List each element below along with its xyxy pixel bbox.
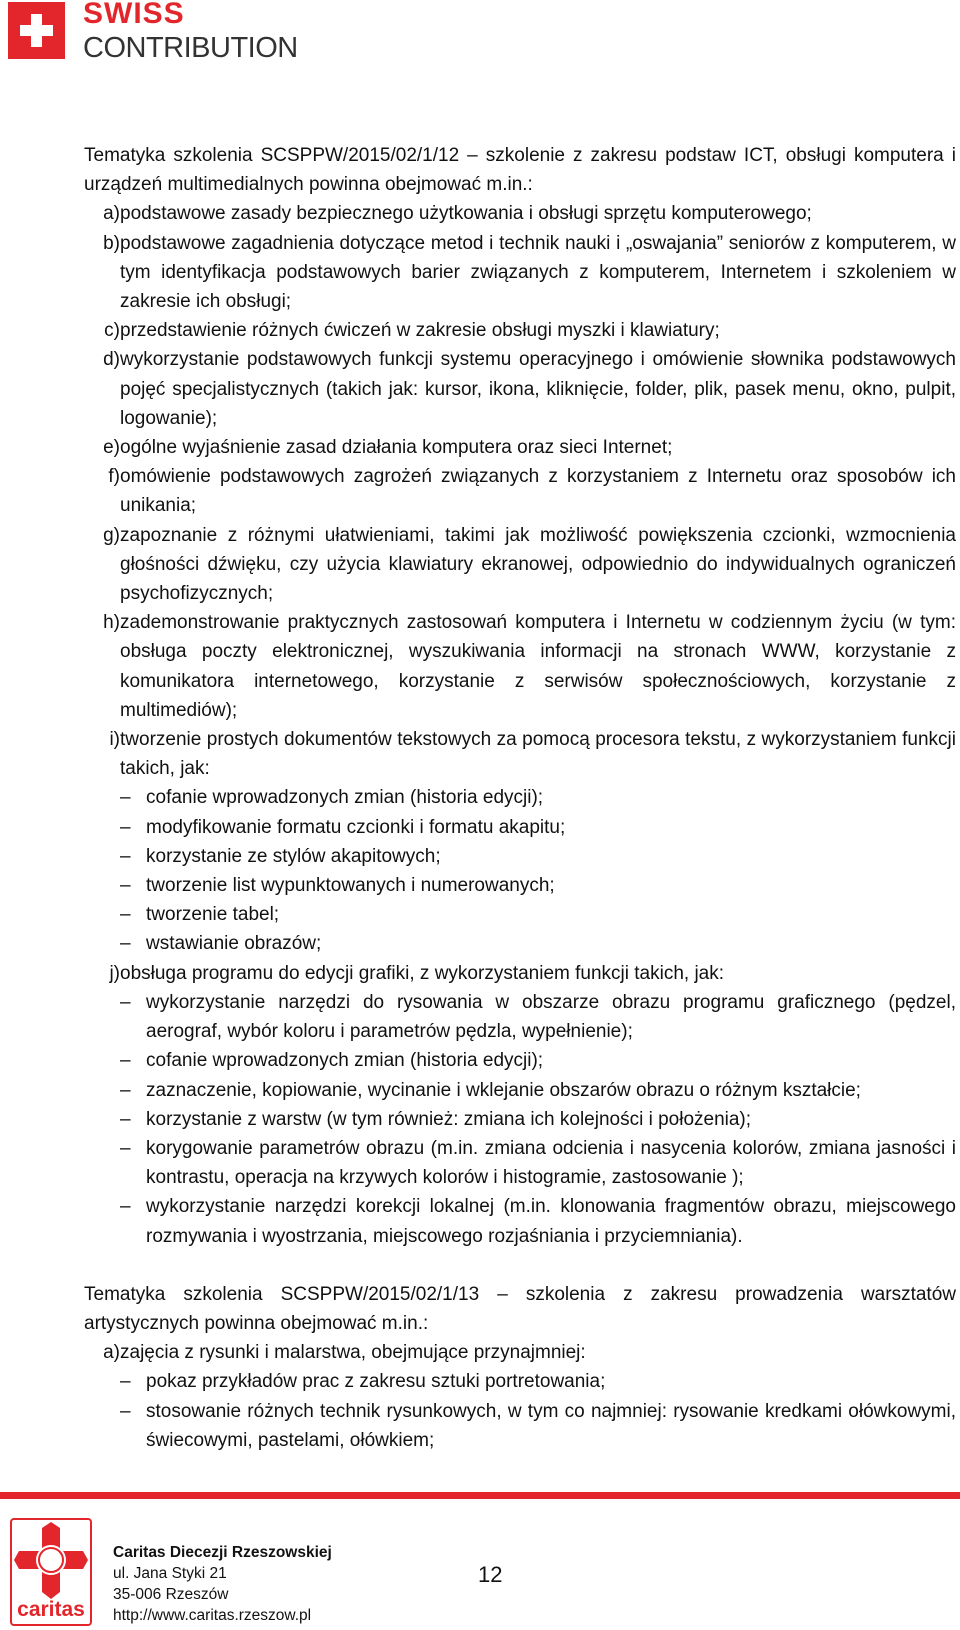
- sub-item: [120, 1134, 956, 1192]
- city-address: 35-006 Rzeszów: [113, 1586, 229, 1603]
- page-number: 12: [478, 1562, 503, 1587]
- item-label: f): [108, 466, 120, 488]
- logo-line2: CONTRIBUTION: [83, 32, 298, 64]
- sub-item: [120, 813, 956, 842]
- sub-item-text: korzystanie ze stylów akapitowych;: [146, 845, 441, 867]
- item-text: podstawowe zasady bezpiecznego użytkowania i obsługi sprzętu komputerowego;: [120, 203, 812, 225]
- item-text: tworzenie prostych dokumentów tekstowych za pomocą procesora tekstu, z wykorzystaniem funkcji takich, jak:: [120, 729, 956, 780]
- caritas-cross-icon: [14, 1522, 88, 1600]
- item-label: a): [103, 1342, 120, 1364]
- sub-item: [120, 783, 956, 812]
- sub-item: [120, 842, 956, 871]
- list-item-h: [84, 608, 956, 725]
- dash-marker: –: [120, 787, 131, 809]
- sub-item-text: wykorzystanie narzędzi korekcji lokalnej (m.in. klonowania fragmentów obrazu, miejscowego rozmywania i wyostrzania, miejscowego rozjaśniania i przyciemniania).: [146, 1196, 956, 1247]
- sub-item-text: stosowanie różnych technik rysunkowych, w tym co najmniej: rysowanie kredkami ołówkowymi, świecowymi, pastelami, ołówkiem;: [146, 1400, 956, 1451]
- list-item-e: [84, 433, 956, 462]
- swiss-contribution-logo: [8, 0, 308, 64]
- document-body: [84, 141, 956, 1455]
- dash-marker: –: [120, 991, 131, 1013]
- section2-intro: Tematyka szkolenia SCSPPW/2015/02/1/13 – szkolenia z zakresu prowadzenia warsztatów artystycznych powinna obejmować m.in.:: [84, 1283, 956, 1334]
- section1-intro: Tematyka szkolenia SCSPPW/2015/02/1/12 – szkolenie z zakresu podstaw ICT, obsługi komputera i urządzeń multimedialnych powinna obejmować m.in.:: [84, 145, 956, 196]
- sub-item: [120, 988, 956, 1046]
- list-item-a: [84, 199, 956, 228]
- list-item-j: [84, 959, 956, 988]
- item-text: obsługa programu do edycji grafiki, z wykorzystaniem funkcji takich, jak:: [120, 962, 725, 984]
- item-label: a): [103, 203, 120, 225]
- list-item-c: [84, 316, 956, 345]
- sub-item: [120, 1192, 956, 1250]
- list-item-g: [84, 521, 956, 609]
- dash-marker: –: [120, 816, 131, 838]
- sub-item-text: tworzenie list wypunktowanych i numerowanych;: [146, 875, 555, 897]
- dash-marker: –: [120, 1371, 131, 1393]
- item-label: d): [103, 349, 120, 371]
- item-label: e): [103, 437, 120, 459]
- caritas-logo-text: caritas: [17, 1598, 85, 1621]
- list-item-a: [84, 1338, 956, 1367]
- sub-item-text: tworzenie tabel;: [146, 904, 280, 926]
- item-label: i): [109, 729, 120, 751]
- sub-item: [120, 1397, 956, 1455]
- item-text: omówienie podstawowych zagrożeń związanych z korzystaniem z Internetu oraz sposobów ich unikania;: [120, 466, 956, 517]
- street-address: ul. Jana Styki 21: [113, 1565, 227, 1582]
- dash-marker: –: [120, 1079, 131, 1101]
- dash-marker: –: [120, 904, 131, 926]
- item-text: przedstawienie różnych ćwiczeń w zakresie obsługi myszki i klawiatury;: [120, 320, 720, 342]
- sub-item-text: wstawianie obrazów;: [146, 933, 322, 955]
- list-item-f: [84, 462, 956, 520]
- sub-item: [120, 871, 956, 900]
- website-link[interactable]: http://www.caritas.rzeszow.pl: [113, 1607, 312, 1624]
- item-text: wykorzystanie podstawowych funkcji systemu operacyjnego i omówienie słownika podstawowych pojęć specjalistycznych (takich jak: kursor, ikona, kliknięcie, folder, plik, pasek menu, okno, pulpit, logowanie);: [120, 349, 956, 429]
- sub-item: [120, 1367, 956, 1396]
- sub-item-text: korygowanie parametrów obrazu (m.in. zmiana odcienia i nasycenia kolorów, zmiana jasności i kontrastu, operacja na krzywych kolorów i histogramie, zastosowanie );: [146, 1137, 956, 1189]
- sub-item: [120, 929, 956, 958]
- swiss-flag-icon: [8, 2, 65, 59]
- sub-item-text: cofanie wprowadzonych zmian (historia edycji);: [146, 787, 544, 809]
- sub-item: [120, 1046, 956, 1075]
- caritas-logo: [10, 1518, 92, 1626]
- dash-marker: –: [120, 875, 131, 897]
- sub-item: [120, 900, 956, 929]
- item-text: ogólne wyjaśnienie zasad działania komputera oraz sieci Internet;: [120, 437, 673, 459]
- item-text: podstawowe zagadnienia dotyczące metod i technik nauki i „oswajania” seniorów z komputerem, w tym identyfikacja podstawowych barier związanych z komputerem, Internetem i szkoleniem w zakresie ich obsługi;: [120, 232, 956, 313]
- list-item-i: [84, 725, 956, 783]
- item-label: g): [103, 524, 120, 546]
- sub-item-text: pokaz przykładów prac z zakresu sztuki portretowania;: [146, 1371, 606, 1393]
- item-label: h): [103, 612, 120, 634]
- organization-name: Caritas Diecezji Rzeszowskiej: [113, 1544, 332, 1561]
- dash-marker: –: [120, 1050, 131, 1072]
- item-label: b): [103, 232, 120, 254]
- dash-marker: –: [120, 933, 131, 955]
- logo-line1: SWISS: [83, 0, 185, 30]
- item-text: zademonstrowanie praktycznych zastosowań komputera i Internetu w codziennym życiu (w tym: obsługa poczty elektronicznej, wyszukiwania informacji na stronach WWW, korzystanie z komunikatora internetowego, korzystanie z serwisów społecznościowych, korzystanie z multimediów);: [120, 612, 956, 721]
- item-label: j): [109, 962, 120, 984]
- footer-address: [113, 1542, 332, 1626]
- list-item-d: [84, 345, 956, 433]
- dash-marker: –: [120, 1108, 131, 1130]
- sub-item-text: wykorzystanie narzędzi do rysowania w obszarze obrazu programu graficznego (pędzel, aerograf, wybór koloru i parametrów pędzla, wypełnienie);: [146, 991, 956, 1043]
- sub-item-text: zaznaczenie, kopiowanie, wycinanie i wklejanie obszarów obrazu o różnym kształcie;: [146, 1079, 861, 1101]
- sub-item-text: cofanie wprowadzonych zmian (historia edycji);: [146, 1050, 544, 1072]
- item-text: zajęcia z rysunki i malarstwa, obejmujące przynajmniej:: [120, 1342, 586, 1364]
- list-item-b: [84, 229, 956, 317]
- dash-marker: –: [120, 1400, 131, 1422]
- item-label: c): [104, 320, 120, 342]
- dash-marker: –: [120, 1196, 131, 1218]
- footer-divider: [0, 1492, 960, 1499]
- sub-item: [120, 1105, 956, 1134]
- sub-item-text: korzystanie z warstw (w tym również: zmiana ich kolejności i położenia);: [146, 1108, 752, 1130]
- dash-marker: –: [120, 1137, 131, 1159]
- sub-item: [120, 1076, 956, 1105]
- dash-marker: –: [120, 845, 131, 867]
- sub-item-text: modyfikowanie formatu czcionki i formatu akapitu;: [146, 816, 566, 838]
- item-text: zapoznanie z różnymi ułatwieniami, takimi jak możliwość powiększenia czcionki, wzmocnienia głośności dźwięku, czy użycia klawiatury ekranowej, odpowiednio do indywidualnych ograniczeń psychofizycznych;: [120, 524, 956, 605]
